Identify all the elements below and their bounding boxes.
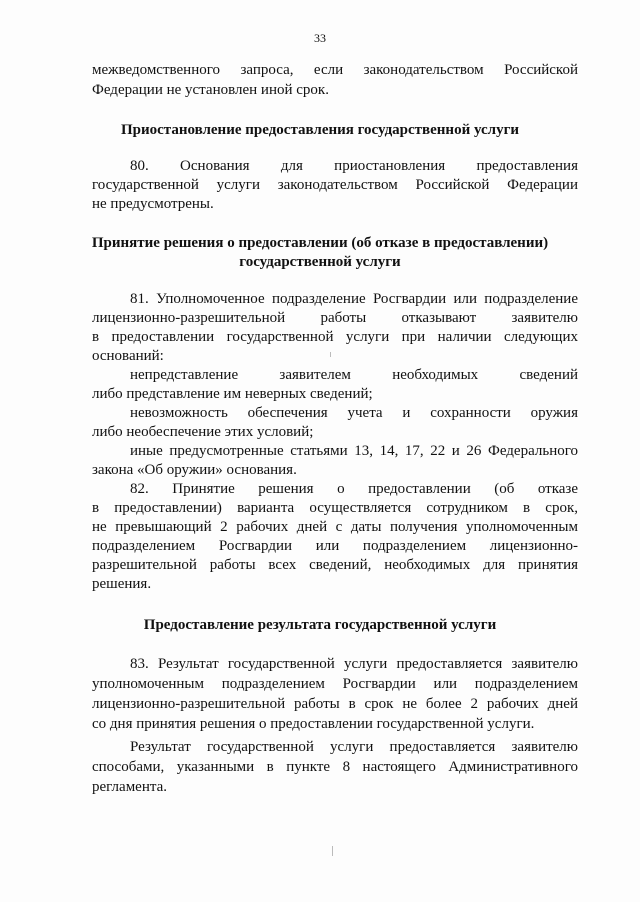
paragraph-81-line-1: 81. Уполномоченное подразделение Росгвардии или подразделение xyxy=(130,291,578,307)
paragraph-80-line-1: 80. Основания для приостановления предоставления xyxy=(130,158,578,174)
paragraph-83-line-1: 83. Результат государственной услуги предоставляется заявителю xyxy=(130,656,578,672)
ground-3-line-1: иные предусмотренные статьями 13, 14, 17, 22 и 26 Федерального xyxy=(130,443,578,459)
paragraph-83-line-4: со дня принятия решения о предоставлении государственной услуги. xyxy=(92,716,535,732)
paragraph-82-line-4: подразделением Росгвардии или подразделением лицензионно- xyxy=(92,538,578,554)
scan-speck xyxy=(330,352,331,357)
paragraph-81-line-3: в предоставлении государственной услуги при наличии следующих xyxy=(92,329,578,345)
paragraph-82-line-1: 82. Принятие решения о предоставлении (об отказе xyxy=(130,481,578,497)
heading-suspension: Приостановление предоставления государственной услуги xyxy=(120,122,520,138)
page-number: 33 xyxy=(314,31,326,45)
ground-3-line-2: закона «Об оружии» основания. xyxy=(92,462,297,478)
heading-decision-line-2: государственной услуги xyxy=(239,254,401,270)
paragraph-81-line-2: лицензионно-разрешительной работы отказывают заявителю xyxy=(92,310,578,326)
paragraph-80-line-3: не предусмотрены. xyxy=(92,196,214,212)
paragraph-83-line-2: уполномоченным подразделением Росгвардии или подразделением xyxy=(92,676,578,692)
ground-1-line-1: непредставление заявителем необходимых сведений xyxy=(130,367,578,383)
intro-line-2: Федерации не установлен иной срок. xyxy=(92,82,329,98)
intro-line-1: межведомственного запроса, если законодательством Российской xyxy=(92,62,578,78)
paragraph-82-line-2: в предоставлении) варианта осуществляется сотрудником в срок, xyxy=(92,500,578,516)
ground-1-line-2: либо представление им неверных сведений; xyxy=(92,386,373,402)
heading-result: Предоставление результата государственной услуги xyxy=(143,617,497,633)
ground-2-line-2: либо необеспечение этих условий; xyxy=(92,424,314,440)
paragraph-82-line-3: не превышающий 2 рабочих дней с даты получения уполномоченным xyxy=(92,519,578,535)
paragraph-82-line-5: разрешительной работы всех сведений, необходимых для принятия xyxy=(92,557,578,573)
paragraph-83-cont-line-3: регламента. xyxy=(92,779,168,795)
ground-2-line-1: невозможность обеспечения учета и сохранности оружия xyxy=(130,405,578,421)
heading-decision-line-1: Принятие решения о предоставлении (об отказе в предоставлении) xyxy=(91,235,549,251)
paragraph-83-line-3: лицензионно-разрешительной работы в срок не более 2 рабочих дней xyxy=(92,696,578,712)
paragraph-83-cont-line-1: Результат государственной услуги предоставляется заявителю xyxy=(130,739,578,755)
paragraph-82-line-6: решения. xyxy=(92,576,152,592)
scan-speck xyxy=(332,846,333,856)
paragraph-80-line-2: государственной услуги законодательством Российской Федерации xyxy=(92,177,578,193)
paragraph-81-line-4: оснований: xyxy=(92,348,164,364)
paragraph-83-cont-line-2: способами, указанными в пункте 8 настоящего Административного xyxy=(92,759,578,775)
